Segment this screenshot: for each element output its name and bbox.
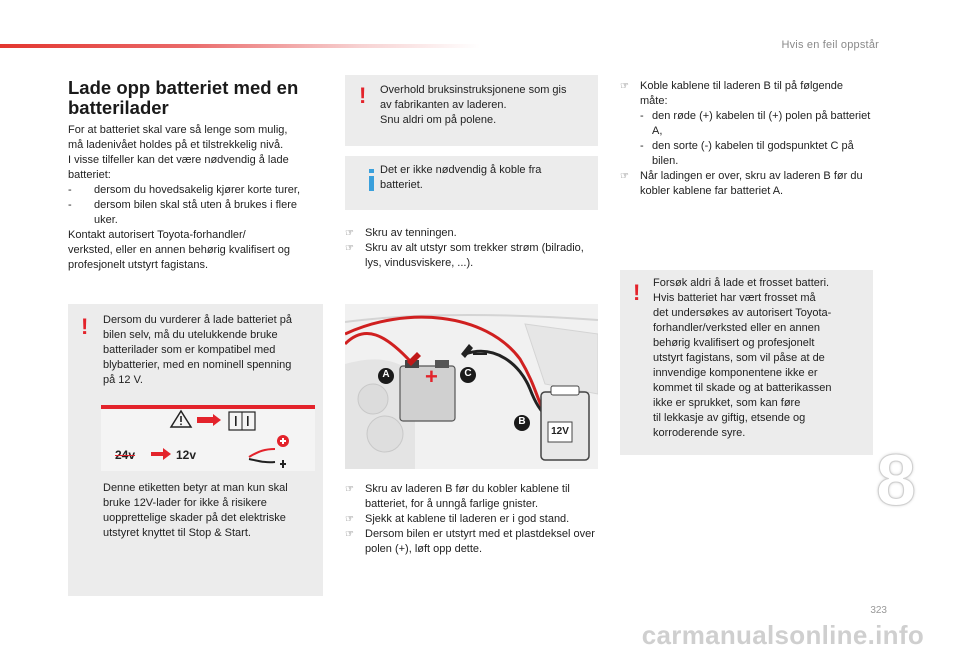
step-text: Koble kablene til laderen B til på følgende måte: [640,80,844,107]
step-item [345,527,598,557]
heading-line-2: batterilader [68,97,169,118]
warning-text [653,276,868,441]
pointer-icon: ☞ [345,243,354,254]
header-accent-bar [0,44,480,48]
battery-charging-illustration [345,304,598,469]
step-item [345,512,598,527]
info-line: Det er ikke nødvendig å koble fra [380,164,542,176]
pointer-icon: ☞ [345,484,354,495]
info-icon [361,167,381,193]
watermark: carmanualsonline.info [641,620,924,650]
warning-line: Overhold bruksinstruksjonene som gis [380,84,567,96]
info-box [345,156,598,210]
contact-line: Kontakt autorisert Toyota-forhandler/ [68,229,246,241]
warning-line: utstyrt fagistans, som vil påse at de [653,352,825,364]
step-text: Sjekk at kablene til laderen er i god stand. [365,513,570,525]
warning-line: til lekkasje av giftig, etsende og [653,412,806,424]
step-item [345,241,598,271]
intro-line: For at batteriet skal vare så lenge som mulig, [68,124,288,136]
label-line: uopprettelige skader på det elektriske [103,512,286,524]
warning-line: bilen selv, må du utelukkende bruke [103,329,278,341]
warning-text [103,313,318,388]
warning-line: ikke er sprukket, som kan føre [653,397,801,409]
label-voltage-12: 12v [176,448,197,462]
sub-item-text: den sorte (-) kabelen til godspunktet C på bilen. [652,140,854,167]
warning-line: korroderende syre. [653,427,746,439]
intro-line: batteriet: [68,169,111,181]
contact-line: verksted, eller en annen behørig kvalifisert og [68,244,290,256]
warning-line: av fabrikanten av laderen. [380,99,507,111]
pointer-icon: ☞ [620,81,629,92]
label-b: B [518,416,526,427]
step-text: Når ladingen er over, skru av laderen B før du kobler kablene far batteriet A. [640,170,863,197]
steps-top [345,226,598,271]
label-a: A [382,369,390,380]
warning-line: det undersøkes av autorisert Toyota- [653,307,832,319]
warning-line: Hvis batteriet har vært frosset må [653,292,816,304]
warning-line: behørig kvalifisert og profesjonelt [653,337,815,349]
section-title: Hvis en feil oppstår [781,39,879,51]
intro-line: I visse tilfeller kan det være nødvendig å lade [68,154,289,166]
step-text: Skru av alt utstyr som trekker strøm (bilradio, lys, vindusviskere, ...). [365,242,584,269]
step-item [345,226,598,241]
sub-item: - den sorte (-) kabelen til godspunktet C på bilen. [620,139,872,169]
steps-bottom [345,482,598,557]
step-item [345,482,598,512]
warning-line: blybatterier, med en nominell spenning [103,359,292,371]
warning-line: kommet til skade og at batterikassen [653,382,832,394]
step-text: Skru av laderen B før du kobler kablene til batteriet, for å unngå farlige gnister. [365,483,570,510]
warning-icon: ! [633,280,641,305]
label-line: bruke 12V-lader for ikke å risikere [103,497,267,509]
warning-line: innvendige komponentene ikke er [653,367,818,379]
list-item: - dersom du hovedsakelig kjører korte turer, [68,184,301,196]
warning-line: Snu aldri om på polene. [380,114,497,126]
warning-line: Dersom du vurderer å lade batteriet på [103,314,292,326]
step-item [620,79,872,109]
info-text [380,163,592,193]
step-text: Dersom bilen er utstyrt med et plastdeksel over polen (+), løft opp dette. [365,528,595,555]
sub-item-text: den røde (+) kabelen til (+) polen på batteriet A, [652,110,871,137]
sub-item: - den røde (+) kabelen til (+) polen på batteriet A, [640,110,871,137]
label-c: C [464,368,472,379]
list-item-text: dersom du hovedsakelig kjører korte turer, [94,184,301,196]
warning-line: forhandler/verksted eller en annen [653,322,820,334]
pointer-icon: ☞ [345,228,354,239]
warning-box-instructions [345,75,598,146]
chapter-number: 8 [875,441,916,521]
list-item-text: dersom bilen skal stå uten å brukes i flere uker. [94,199,297,226]
label-explanation [103,481,318,541]
step-item [620,169,872,199]
charger-clamp-icon [249,435,289,468]
pointer-icon: ☞ [345,514,354,525]
label-line: Denne etiketten betyr at man kun skal [103,482,288,494]
charger-voltage-label: 12V [551,426,569,437]
connect-steps [620,79,872,199]
warning-icon: ! [81,314,89,339]
info-line: batteriet. [380,179,423,191]
pointer-icon: ☞ [345,529,354,540]
stop-start-label-image [101,405,315,471]
heading-line-1: Lade opp batteriet med en [68,77,299,98]
warning-line: på 12 V. [103,374,143,386]
warning-line: batterilader som er kompatibel med [103,344,276,356]
label-voltage-24: 24v [115,448,136,462]
warning-box-charger [68,304,323,596]
intro-line: må ladenivået holdes på et tilstrekkelig nivå. [68,139,284,151]
pointer-icon: ☞ [620,171,629,182]
page-heading [68,78,328,118]
svg-text:+: + [425,364,438,389]
intro-text [68,123,323,273]
warning-box-frozen-battery [620,270,873,455]
list-item: - dersom bilen skal stå uten å brukes i flere uker. [68,198,323,228]
warning-icon: ! [359,83,367,108]
contact-line: profesjonelt utstyrt fagistans. [68,259,209,271]
page-number: 323 [870,605,887,616]
step-text: Skru av tenningen. [365,227,457,239]
warning-text [380,83,592,128]
label-line: utstyret knyttet til Stop & Start. [103,527,251,539]
warning-line: Forsøk aldri å lade et frosset batteri. [653,277,830,289]
